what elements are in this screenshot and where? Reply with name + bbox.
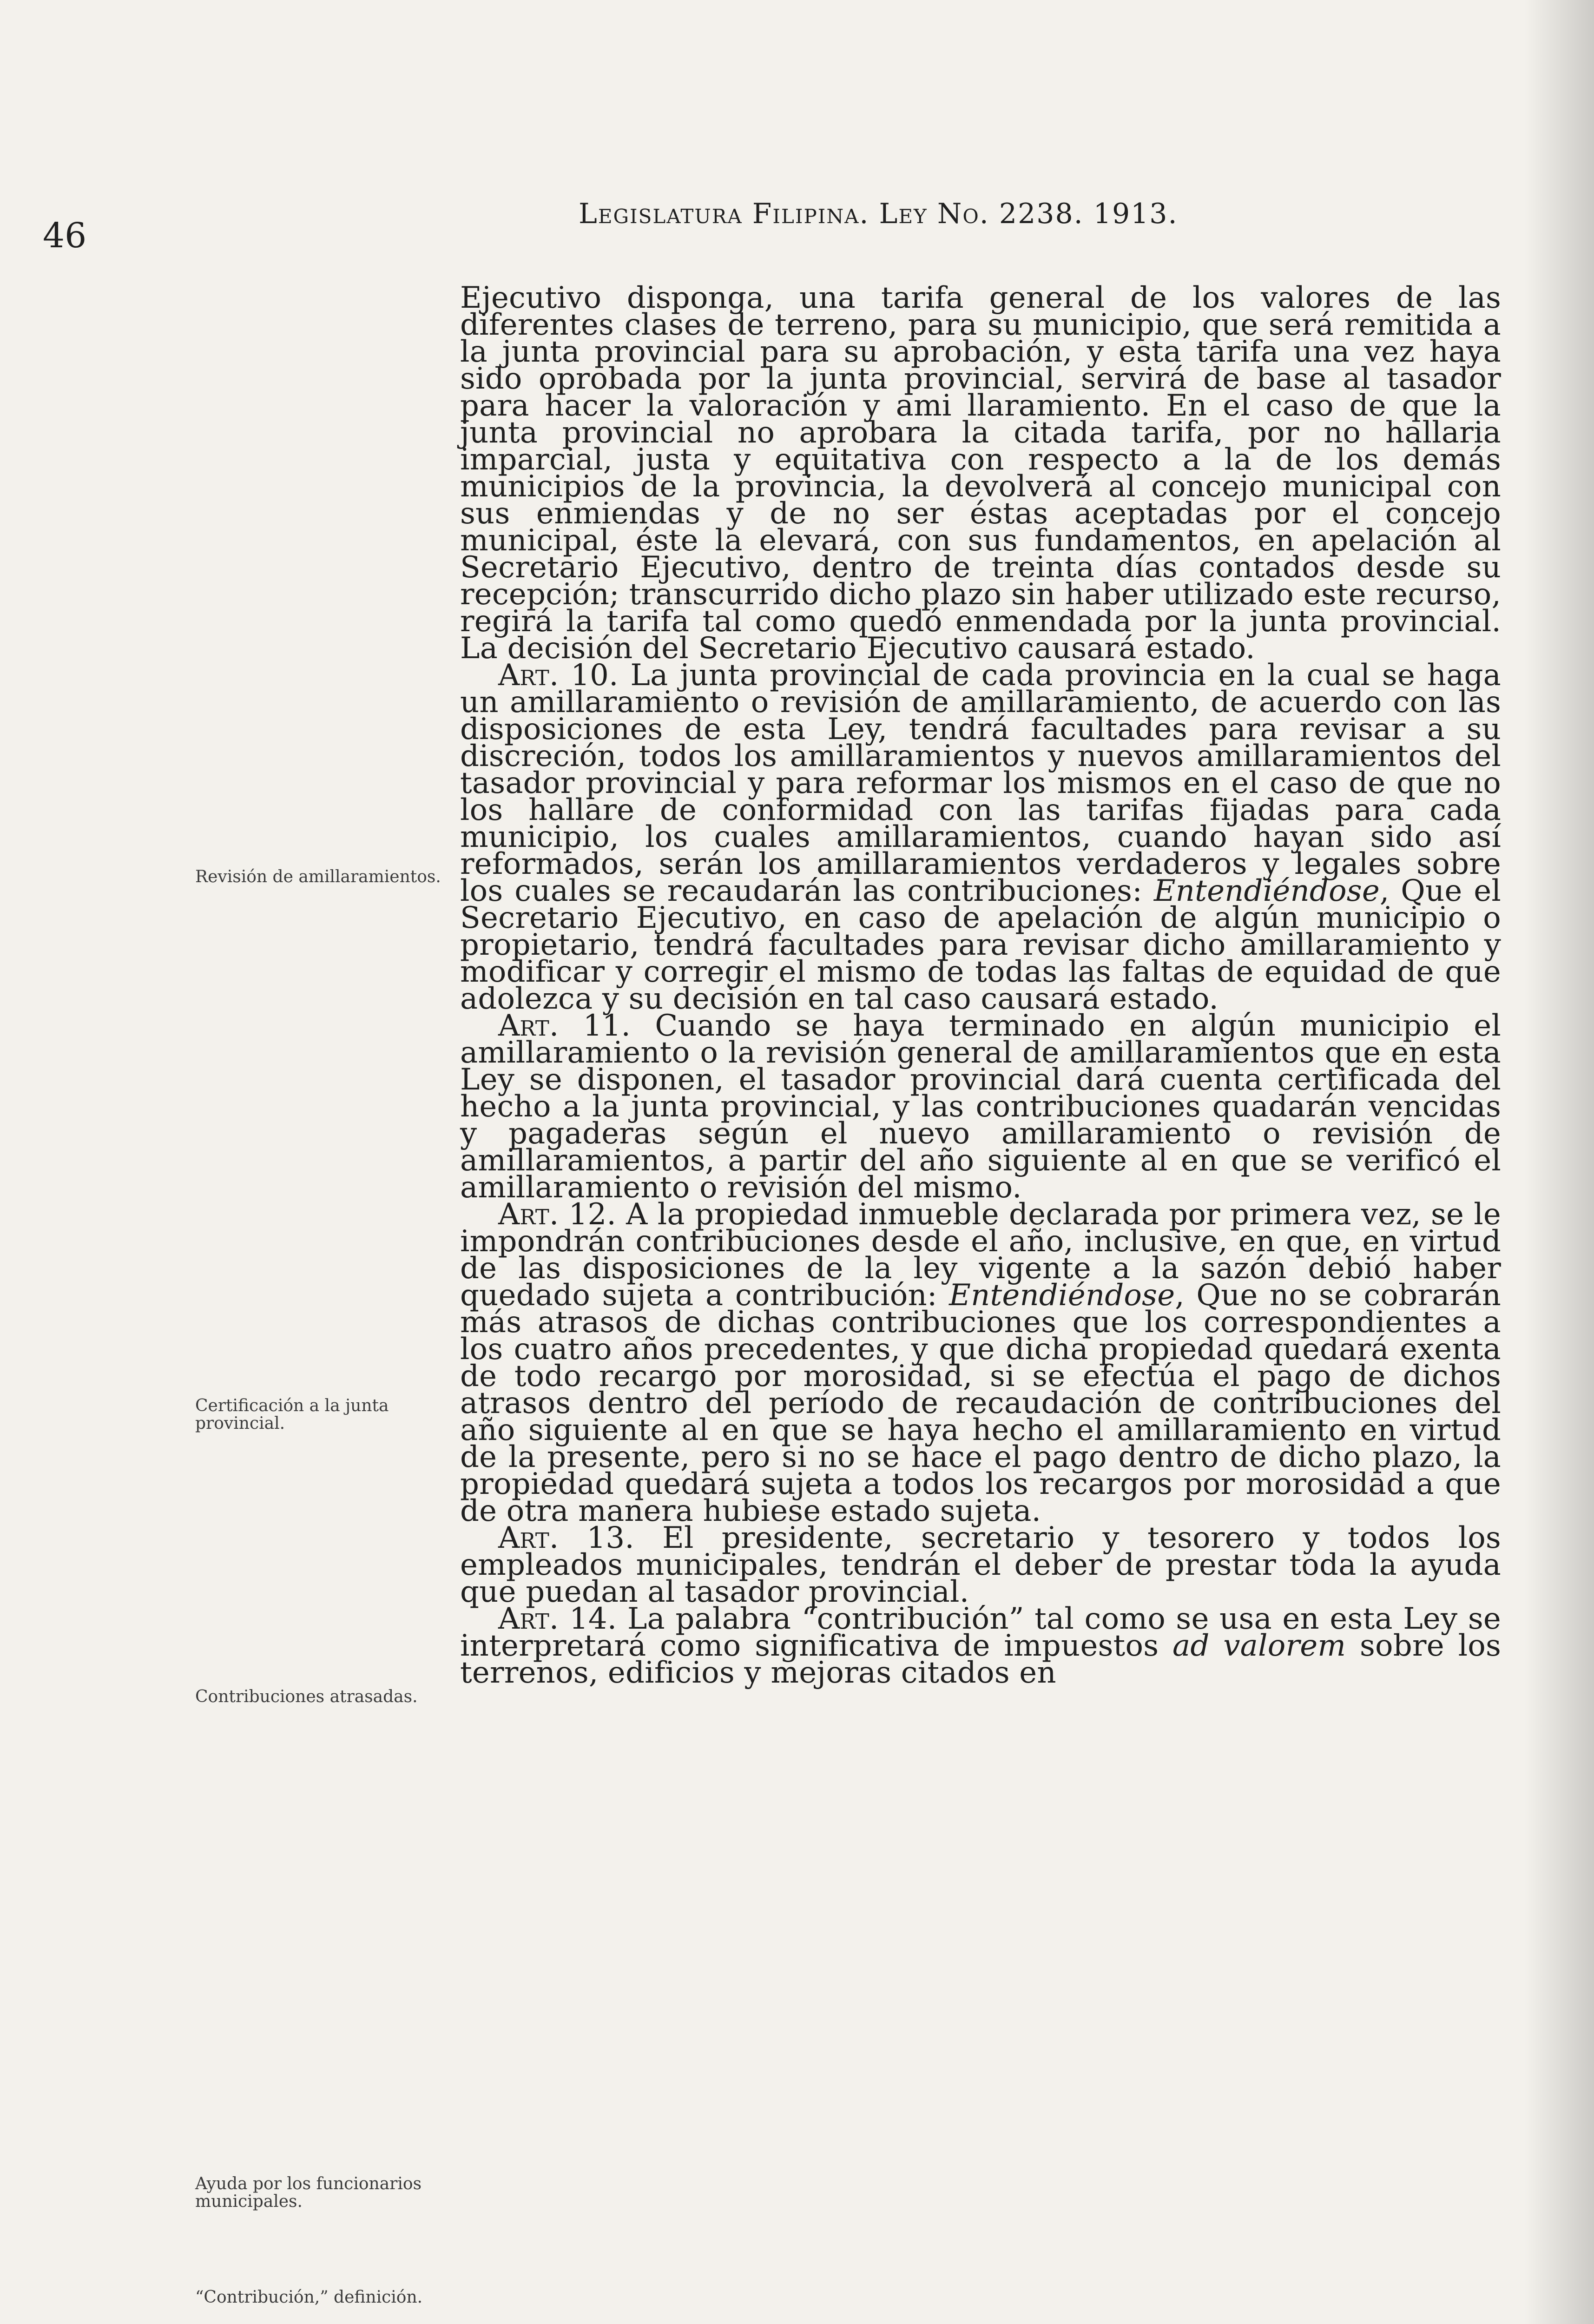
article-10-paragraph [460, 658, 1501, 1016]
page-edge-shadow [1524, 0, 1594, 2324]
article-10-label: Art. 10. [498, 658, 619, 693]
article-11-text: Cuando se haya terminado en algún municipio el amillaramiento o la revisión general de amillaramientos que en esta Ley se disponen, el tasador provincial dará cuenta certificada del hecho a la junta provincial, y las contribuciones quadarán vencidas y pagaderas según el nuevo amillaramiento o revisión de amillaramientos, a partir del año siguiente al en que se verificó el amillaramiento o revisión del mismo. [460, 1009, 1501, 1205]
opening-paragraph: Ejecutivo disponga, una tarifa general de los valores de las diferentes clases de terreno, para su municipio, que será remitida a la junta provincial para su aprobación, y esta tarifa una vez haya sido oprobada por la junta provincial, servirá de base al tasador para hacer la valoración y ami llaramiento. En el caso de que la junta provincial no aprobara la citada tarifa, por no hallaria imparcial, justa y equitativa con respecto a la de los demás municipios de la provincia, la devolverá al concejo municipal con sus enmiendas y de no ser éstas aceptadas por el concejo municipal, éste la elevará, con sus fundamentos, en apelación al Secretario Ejecutivo, dentro de treinta días contados desde su recepción; transcurrido dicho plazo sin haber utilizado este recurso, regirá la tarifa tal como quedó enmendada por la junta provincial. La decisión del Secretario Ejecutivo causará estado. [460, 281, 1501, 666]
article-12-text-before: A la propiedad inmueble declarada por primera vez, se le impondrán contribuciones desde el año, inclusive, en que, en virtud de las disposiciones de la ley vigente a la sazón debió haber quedado sujeta a contribución: [460, 1197, 1501, 1313]
article-10-emphasis: Entendiéndose [1153, 874, 1380, 908]
article-14-paragraph [460, 1602, 1502, 1690]
article-11-paragraph [460, 1009, 1501, 1205]
article-13-label: Art. 13. [498, 1521, 634, 1555]
margin-note-definicion-contribucion: “Contribución,” definición. [195, 2288, 423, 2307]
main-text-block [460, 281, 1502, 1690]
article-14-emphasis: ad valorem [1172, 1629, 1346, 1663]
article-13-paragraph [460, 1521, 1501, 1609]
article-12-emphasis: Entendiéndose [949, 1278, 1175, 1313]
margin-note-contribuciones-atrasadas: Contribuciones atrasadas. [195, 1687, 418, 1706]
article-10-text-after: , Que el Secretario Ejecutivo, en caso de apelación de algún municipio o propietario, tendrá facultades para revisar dicho amillaramiento y modificar y corregir el mismo de todas las faltas de equidad de que adolezca y su decisión en tal caso causará estado. [460, 874, 1501, 1016]
article-12-text-after: , Que no se cobrarán más atrasos de dichas contribuciones que los correspondientes a los cuatro años precedentes, y que dicha propiedad quedará exenta de todo recargo por morosidad, si se efectúa el pago de dichos atrasos dentro del período de recaudación de contribuciones del año siguiente al en que se haya hecho el amillaramiento en virtud de la presente, pero si no se hace el pago dentro de dicho plazo, la propiedad quedará sujeta a todos los recargos por morosidad a que de otra manera hubiese estado sujeta. [460, 1278, 1501, 1528]
margin-note-certificacion-junta-provincial: Certificación a la junta provincial. [195, 1396, 389, 1433]
article-12-paragraph [460, 1197, 1501, 1528]
page-number: 46 [43, 216, 87, 256]
running-head: Legislatura Filipina. Ley No. 2238. 1913. [579, 198, 1178, 230]
article-10-text-before: La junta provincial de cada provincia en la cual se haga un amillaramiento o revisión de amillaramiento, de acuerdo con las disposiciones de esta Ley, tendrá facultades para revisar a su discreción, todos los amillaramientos y nuevos amillaramientos del tasador provincial y para reformar los mismos en el caso de que no los hallare de conformidad con las tarifas fijadas para cada municipio, los cuales amillaramientos, cuando hayan sido así reformados, serán los amillaramientos verdaderos y legales sobre los cuales se recaudarán las contribuciones: [460, 658, 1501, 908]
article-14-label: Art. 14. [498, 1602, 617, 1636]
margin-note-ayuda-funcionarios: Ayuda por los funcionarios municipales. [195, 2174, 422, 2211]
article-13-text: El presidente, secretario y tesorero y todos los empleados municipales, tendrán el deber de prestar toda la ayuda que puedan al tasador provincial. [460, 1521, 1501, 1609]
article-12-label: Art. 12. [498, 1197, 617, 1232]
article-11-label: Art. 11. [498, 1009, 631, 1043]
margin-note-revision-amillaramientos: Revisión de amillaramientos. [195, 867, 441, 886]
article-14-text-after: sobre los terrenos, edificios y mejoras citados en [460, 1629, 1502, 1690]
article-14-text-before: La palabra “contribución” tal como se usa en esta Ley se interpretará como significativa de impuestos [460, 1602, 1501, 1663]
